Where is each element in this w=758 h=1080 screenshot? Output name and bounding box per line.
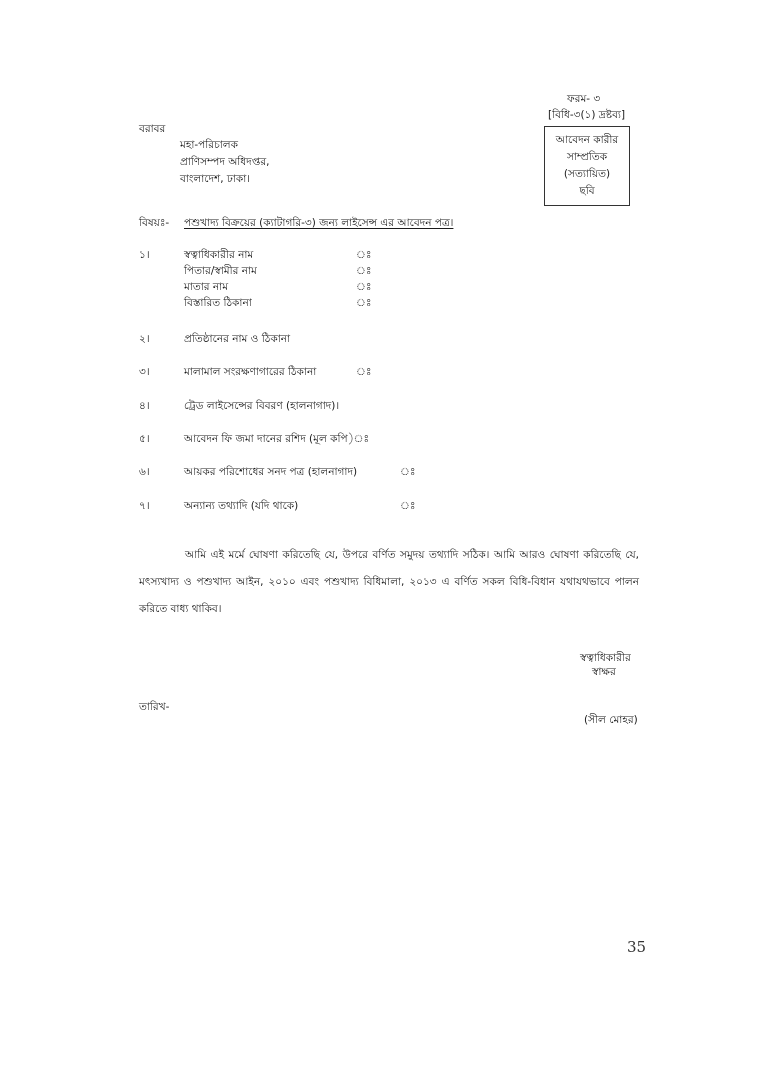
recipient-to-label: বরাবর [139,123,166,135]
field-colon: ঃ [356,297,372,309]
recipient-line: মহা-পরিচালক [180,139,238,151]
form-number: ফরম- ৩ [567,93,601,105]
item-number: ৩। [139,366,150,378]
item-number: ৫। [139,433,150,445]
trade-license-label: ট্রেড লাইসেন্সের বিবরণ (হালনাগাদ)। [184,400,340,412]
declaration-paragraph [139,542,639,623]
other-info-label: অন্যান্য তথ্যাদি (যদি থাকে) [184,500,299,512]
field-colon: ঃ [356,249,372,261]
signature-label: স্বাক্ষর [592,666,616,678]
father-husband-name-label: পিতার/স্বামীর নাম [184,265,257,277]
item-number: ৪। [139,400,150,412]
item-number: ৬। [139,466,150,478]
fee-receipt-label: আবেদন ফি জমা দানের রশিদ (মূল কপি)ঃ [184,433,370,445]
tax-certificate-label: আয়কর পরিশোধের সনদ পত্র (হালনাগাদ) [184,466,358,478]
item-number: ৭। [139,500,150,512]
page-number: 35 [627,938,647,956]
mother-name-label: মাতার নাম [184,281,229,293]
applicant-photo-box [544,126,630,206]
recipient-line: বাংলাদেশ, ঢাকা। [180,173,251,185]
item-number: ১। [139,249,150,261]
date-label: তারিখ- [139,701,170,713]
photo-box-line: ছবি [579,185,595,197]
owner-name-label: স্বত্বাধিকারীর নাম [184,249,254,261]
field-colon: ঃ [400,500,416,512]
recipient-line: প্রাণিসম্পদ অধিদপ্তর, [180,156,270,168]
field-colon: ঃ [356,281,372,293]
photo-box-line: (সত্যায়িত) [563,168,611,180]
storage-address-label: মালামাল সংরক্ষণাগারের ঠিকানা [184,366,317,378]
photo-box-line: সাম্প্রতিক [566,151,608,163]
business-name-address-label: প্রতিষ্ঠানের নাম ও ঠিকানা [184,333,291,345]
detailed-address-label: বিস্তারিত ঠিকানা [184,297,252,309]
subject-label: বিষয়ঃ- [139,217,170,229]
seal-label: (সীল মোহর) [584,714,638,726]
owner-signature-label: স্বত্বাধিকারীর [580,652,631,664]
field-colon: ঃ [356,265,372,277]
subject-text: পশুখাদ্য বিক্রয়ের (ক্যাটাগরি-৩) জন্য লাইসেন্স এর আবেদন পত্র। [184,217,454,229]
declaration-text: আমি এই মর্মে ঘোষণা করিতেছি যে, উপরে বর্ণিত সমুদয় তথ্যাদি সঠিক। আমি আরও ঘোষণা করিতেছি যে, মৎস্যখাদ্য ও পশুখাদ্য আইন, ২০১০ এবং পশুখাদ্য বিধিমালা, ২০১৩ এ বর্ণিত সকল বিধি-বিধান যথাযথভাবে পালন করিতে বাধ্য থাকিব। [139,549,639,615]
rule-reference: [বিধি-৩(১) দ্রষ্টব্য] [548,109,626,121]
item-number: ২। [139,333,150,345]
field-colon: ঃ [356,366,372,378]
field-colon: ঃ [400,466,416,478]
photo-box-line: আবেদন কারীর [555,134,619,146]
